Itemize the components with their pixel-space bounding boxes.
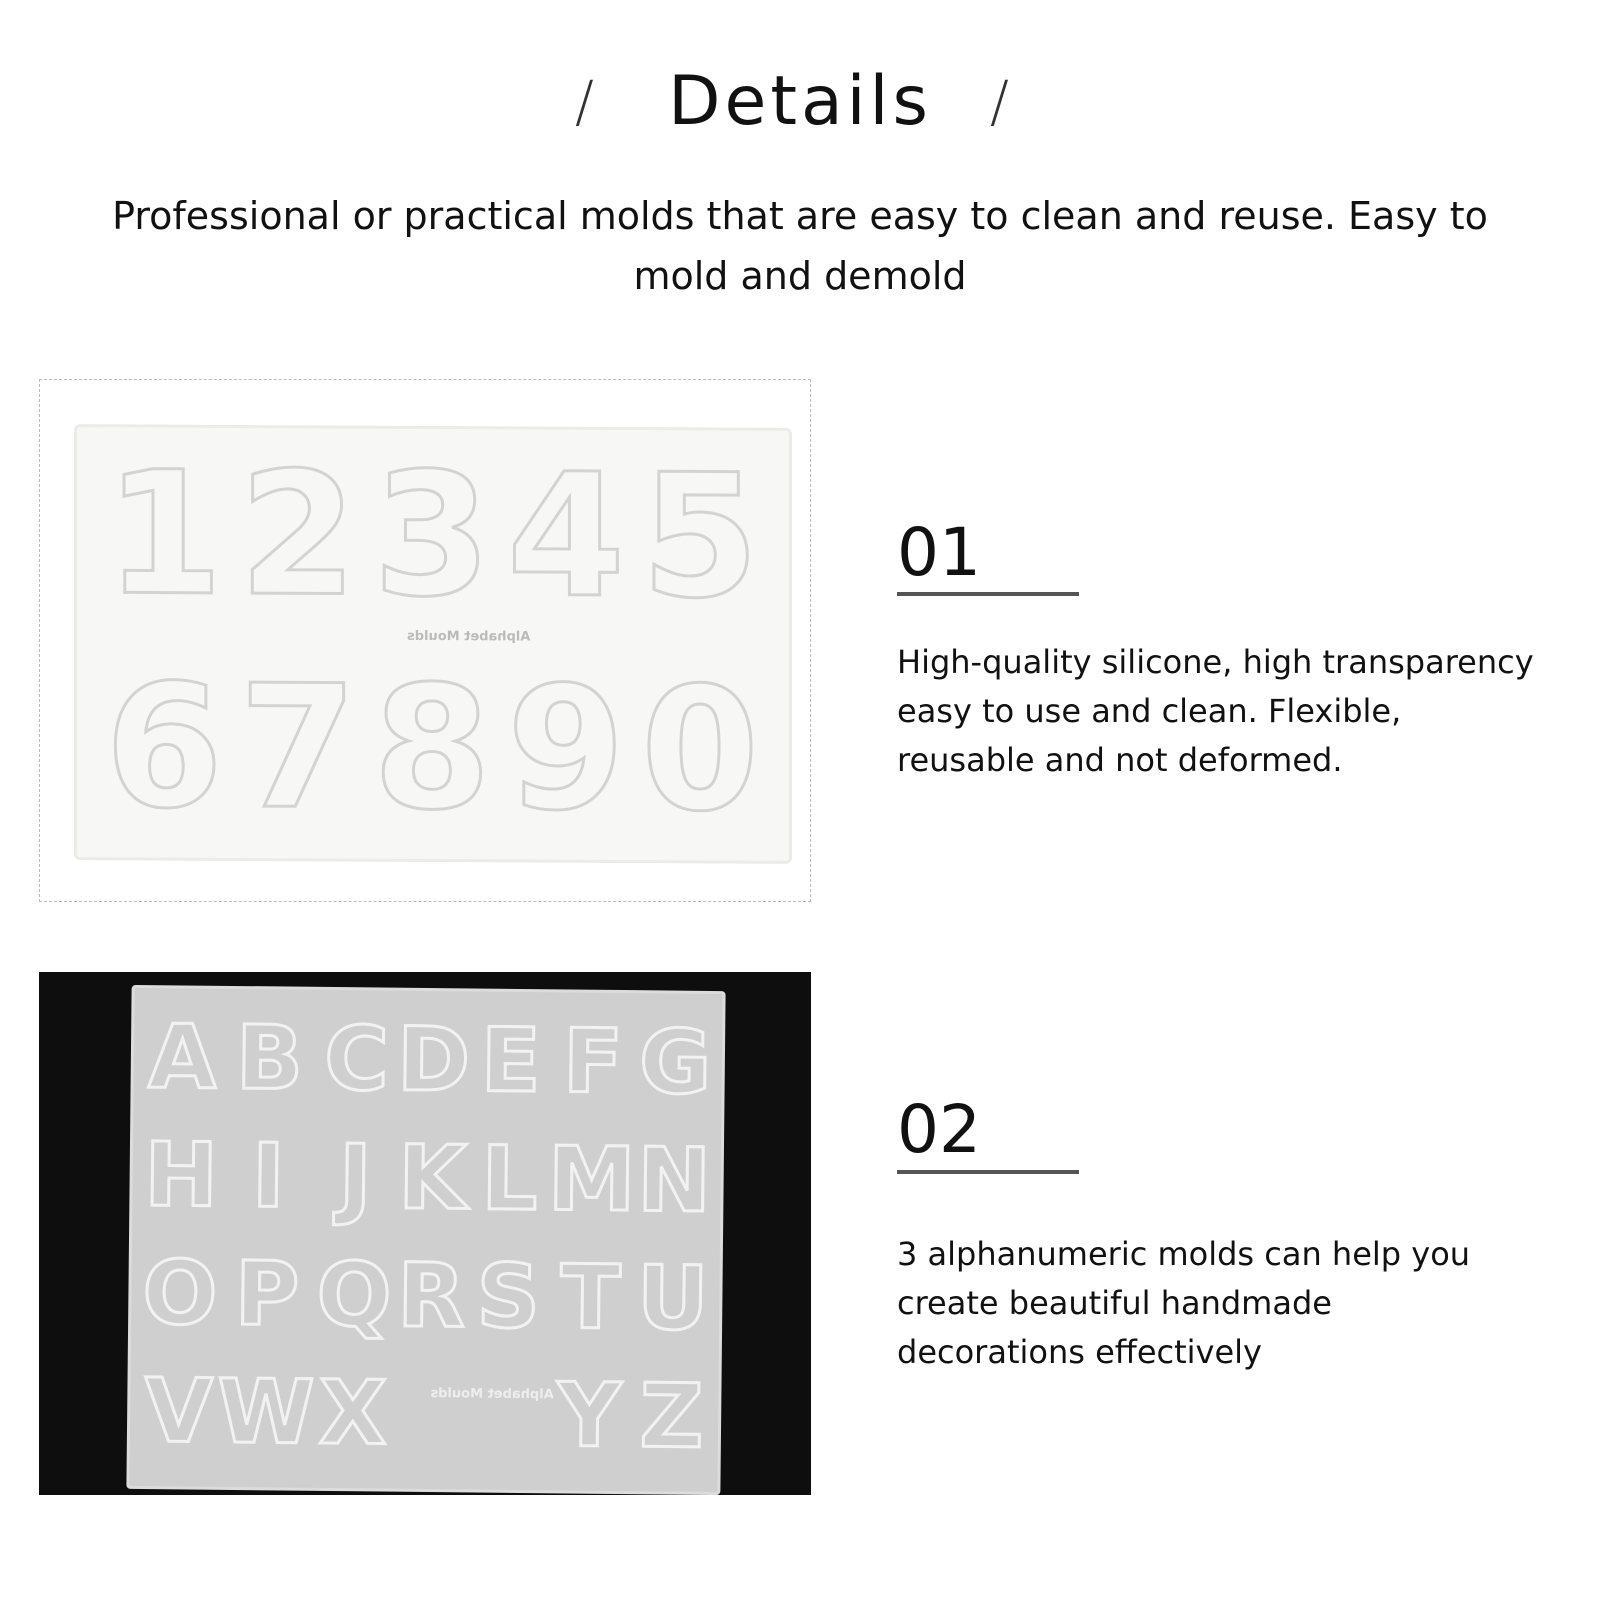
mold-glyph — [468, 1355, 546, 1474]
mold-glyph: M — [547, 1127, 637, 1232]
mold-glyph: S — [475, 1244, 541, 1349]
numbers-mold — [74, 424, 792, 864]
page-title: Details — [668, 62, 932, 141]
mold-glyph: O — [142, 1241, 218, 1345]
mold-glyph: P — [234, 1242, 300, 1346]
feature-number-01: 01 — [897, 514, 981, 591]
mold-glyph: 1 — [104, 435, 224, 634]
mold-glyph: 3 — [372, 436, 492, 636]
feature-rule-02 — [897, 1170, 1079, 1174]
mold-glyph: T — [559, 1245, 622, 1350]
mold-glyph: R — [396, 1243, 466, 1348]
mold-glyph: H — [143, 1123, 219, 1227]
mold-glyph: K — [397, 1125, 468, 1230]
letters-grid — [140, 998, 715, 1476]
mold-glyph: X — [318, 1360, 388, 1465]
mold-glyph: Q — [316, 1242, 393, 1347]
feature-text-02: 3 alphanumeric molds can help you create beautiful handmade decorations effectively — [897, 1235, 1471, 1371]
mold-glyph: C — [323, 1006, 390, 1111]
mold-glyph: 5 — [640, 438, 760, 637]
mold-glyph: 4 — [506, 437, 626, 637]
feature-text-01: High-quality silicone, high transparency easy to use and clean. Flexible, reusable and not deformed. — [897, 643, 1534, 779]
mold-glyph: 2 — [238, 435, 358, 635]
mold-glyph: 6 — [104, 648, 224, 847]
mold-glyph: I — [251, 1124, 286, 1228]
mold-glyph: D — [396, 1007, 471, 1112]
mold-glyph: Y — [556, 1363, 622, 1468]
mold-glyph: V — [144, 1359, 214, 1463]
mold-glyph: F — [562, 1009, 624, 1114]
numbers-mold-image — [39, 379, 811, 902]
mold-glyph: N — [636, 1128, 712, 1232]
title-slash-left: / — [575, 70, 594, 135]
mold-glyph: L — [480, 1126, 539, 1231]
mold-glyph: W — [216, 1359, 315, 1464]
title-slash-right: / — [990, 70, 1009, 135]
page-subtitle: Professional or practical molds that are easy to clean and reuse. Easy to mold and demold — [112, 194, 1488, 298]
letters-mold-image — [39, 972, 811, 1495]
feature-number-02: 02 — [897, 1091, 981, 1168]
mold-glyph: 8 — [372, 649, 492, 849]
mold-glyph: B — [235, 1006, 304, 1110]
mold-glyph: Z — [639, 1364, 705, 1468]
mold-glyph — [391, 1355, 469, 1474]
letters-mold — [126, 985, 725, 1495]
mold-glyph: U — [636, 1246, 710, 1350]
mold-brand-text: Alphabet Moulds — [430, 1386, 554, 1403]
feature-rule-01 — [897, 592, 1079, 596]
mold-glyph: 7 — [238, 648, 358, 848]
mold-glyph: E — [480, 1008, 542, 1113]
mold-glyph: 0 — [640, 651, 760, 850]
mold-brand-text: Alphabet Moulds — [407, 628, 531, 645]
mold-glyph: J — [338, 1125, 373, 1229]
mold-glyph: A — [147, 1005, 218, 1109]
mold-glyph: 9 — [506, 650, 626, 850]
mold-glyph: G — [638, 1010, 712, 1114]
